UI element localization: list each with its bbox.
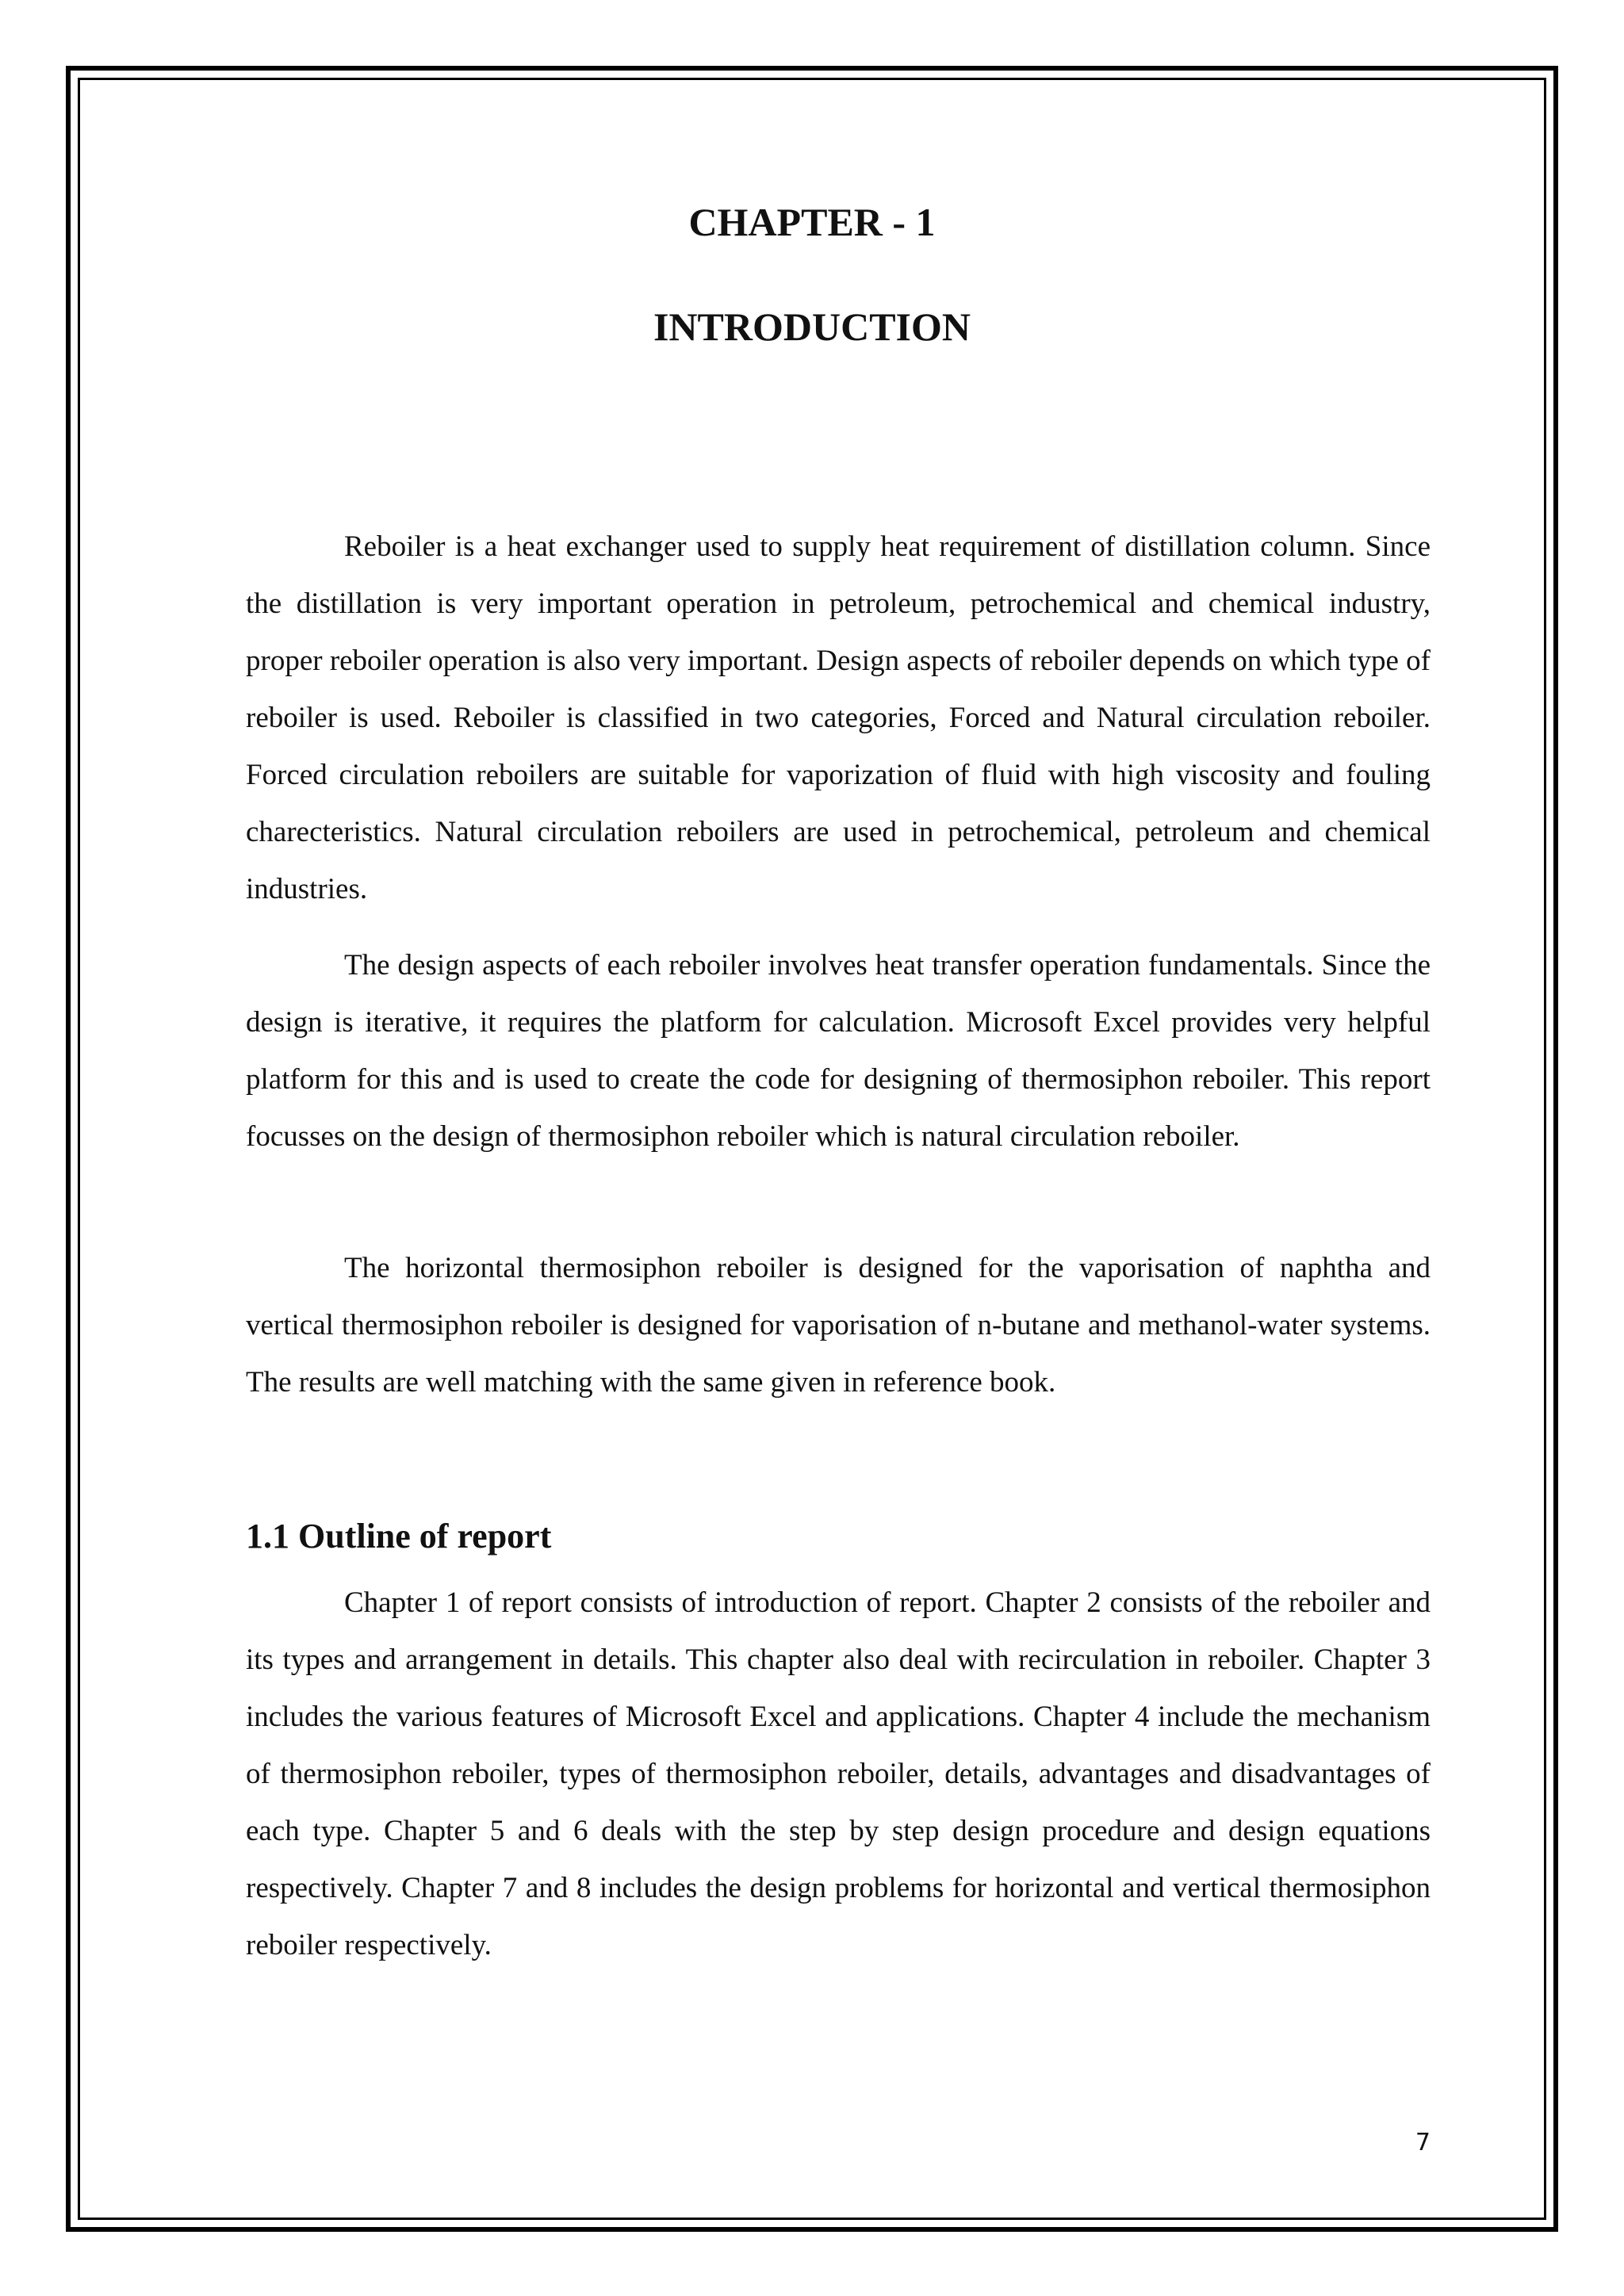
paragraph-text: The horizontal thermosiphon reboiler is designed for the vaporisation of naphtha and vertical thermosiphon reboiler is designed for vaporisation of n-butane and methanol-water systems. The results are well matching with the same given in reference book. <box>246 1252 1431 1399</box>
outline-paragraph <box>246 1575 1431 1974</box>
intro-paragraph-1 <box>246 519 1431 918</box>
chapter-title: INTRODUCTION <box>653 304 971 349</box>
paragraph-text: Reboiler is a heat exchanger used to supply heat requirement of distillation column. Since the distillation is very important operation in petroleum, petrochemical and chemical industry, proper reboiler operation is also very important. Design aspects of reboiler depends on which type of reboiler is used. Reboiler is classified in two categories, Forced and Natural circulation reboiler. Forced circulation reboilers are suitable for vaporization of fluid with high viscosity and fouling charecteristics. Natural circulation reboilers are used in petrochemical, petroleum and chemical industries. <box>246 530 1431 905</box>
chapter-number: CHAPTER - 1 <box>688 200 936 244</box>
intro-paragraph-3 <box>246 1240 1431 1411</box>
paragraph-text: Chapter 1 of report consists of introduction of report. Chapter 2 consists of the reboiler and its types and arrangement in details. This chapter also deal with recirculation in reboiler. Chapter 3 includes the various features of Microsoft Excel and applications. Chapter 4 include the mechanism of thermosiphon reboiler, types of thermosiphon reboiler, details, advantages and disadvantages of each type. Chapter 5 and 6 deals with the step by step design procedure and design equations respectively. Chapter 7 and 8 includes the design problems for horizontal and vertical thermosiphon reboiler respectively. <box>246 1586 1431 1961</box>
paragraph-text: The design aspects of each reboiler involves heat transfer operation fundamentals. Since the design is iterative, it requires the platform for calculation. Microsoft Excel provides very helpful platform for this and is used to create the code for designing of thermosiphon reboiler. This report focusses on the design of thermosiphon reboiler which is natural circulation reboiler. <box>246 949 1431 1153</box>
section-heading: 1.1 Outline of report <box>246 1517 552 1556</box>
page-number: 7 <box>1415 2129 1431 2156</box>
intro-paragraph-2 <box>246 937 1431 1165</box>
